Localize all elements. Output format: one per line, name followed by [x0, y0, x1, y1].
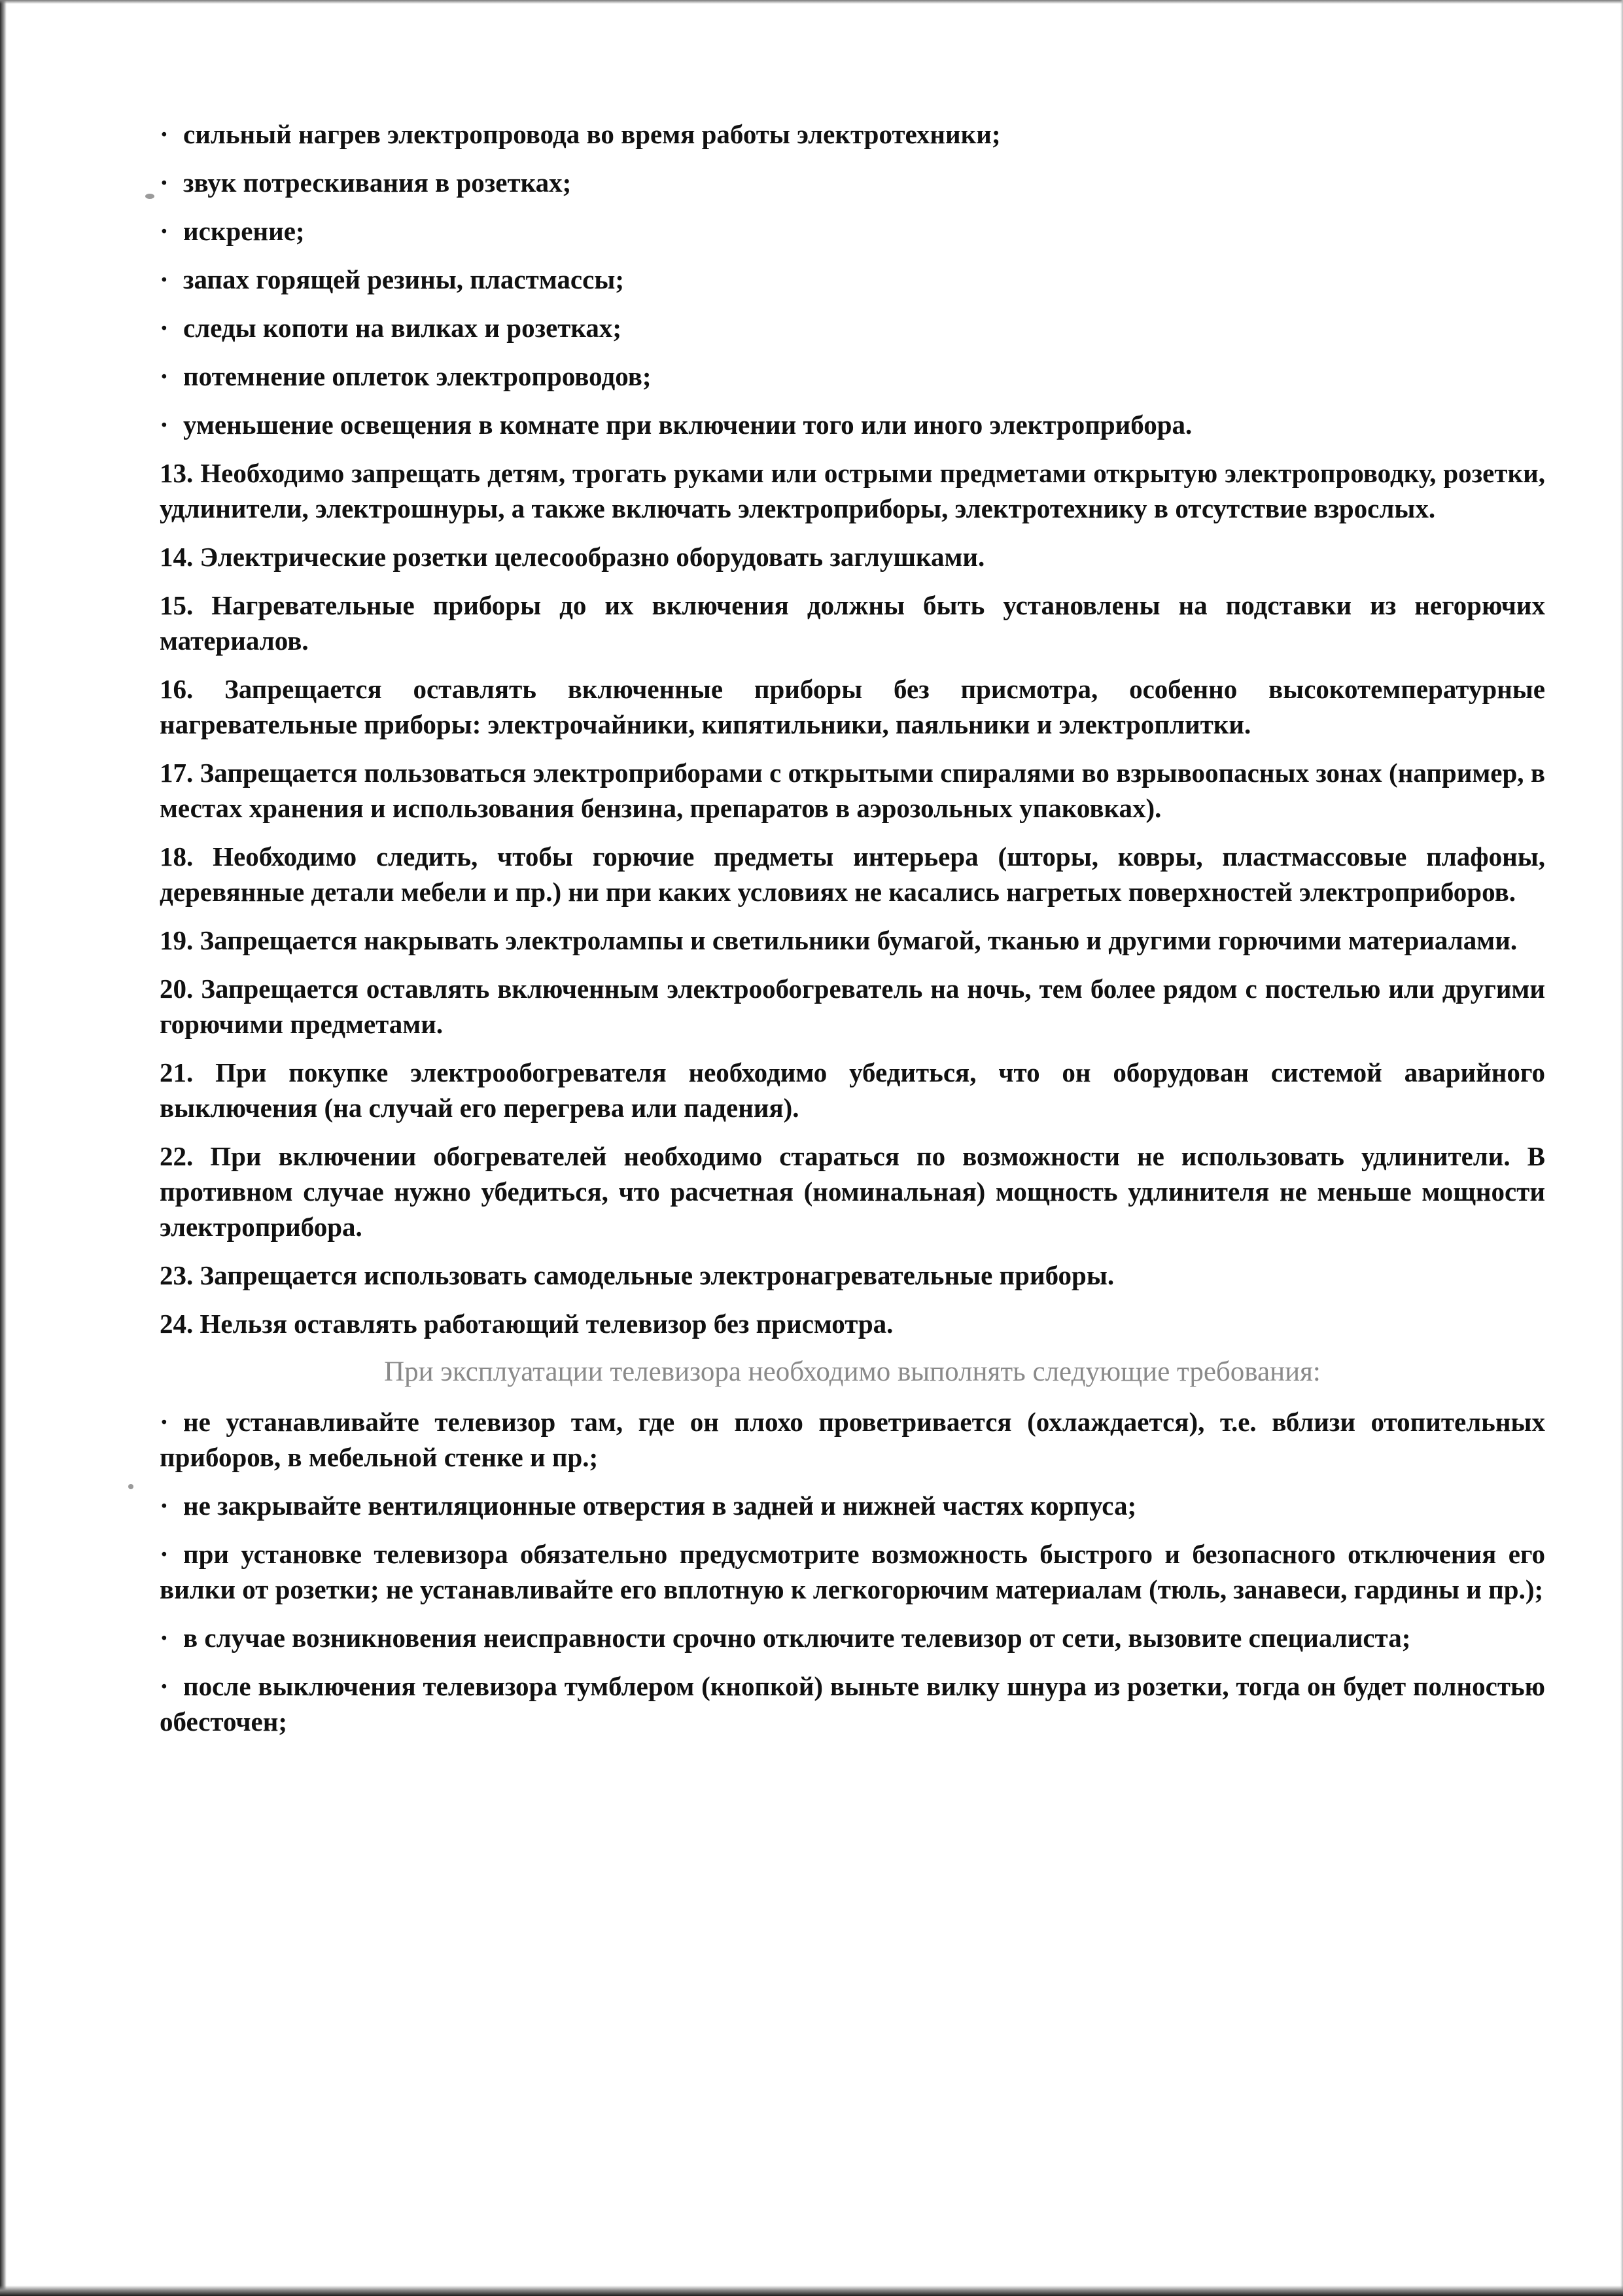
bullet-marker: · — [160, 1539, 169, 1569]
list-item — [160, 213, 1545, 249]
list-item-text: запах горящей резины, пластмассы; — [183, 264, 624, 294]
tv-section-heading: При эксплуатации телевизора необходимо выполнять следующие требования: — [384, 1356, 1321, 1387]
tv-requirements-list — [160, 1404, 1545, 1739]
scan-edge-bottom — [0, 2286, 1623, 2296]
bullet-marker: · — [160, 1671, 169, 1701]
list-item-text: сильный нагрев электропровода во время работы электротехники; — [183, 119, 1001, 149]
scan-speck — [145, 194, 154, 199]
list-item-text: не закрывайте вентиляционные отверстия в задней и нижней частях корпуса; — [183, 1491, 1137, 1521]
bullet-marker: · — [160, 1623, 169, 1653]
safety-rules — [160, 455, 1545, 1341]
warning-signs-list — [160, 116, 1545, 442]
scan-edge-right — [1620, 0, 1623, 2296]
list-item — [160, 310, 1545, 345]
document-body — [160, 116, 1545, 1752]
list-item — [160, 407, 1545, 442]
bullet-marker: · — [160, 216, 169, 246]
rule-18: 18. Необходимо следить, чтобы горючие предметы интерьера (шторы, ковры, пластмассовые плафоны, деревянные детали мебели и пр.) ни при каких условиях не касались нагретых поверхностей электроприборов. — [160, 841, 1545, 907]
rule-19: 19. Запрещается накрывать электролампы и светильники бумагой, тканью и другими горючими материалами. — [160, 925, 1518, 955]
rule-24: 24. Нельзя оставлять работающий телевизор без присмотра. — [160, 1309, 894, 1339]
list-item-text: искрение; — [183, 216, 305, 246]
list-item — [160, 116, 1545, 152]
rule-13: 13. Необходимо запрещать детям, трогать руками или острыми предметами открытую электропроводку, розетки, удлинители, электрошнуры, а также включать электроприборы, электротехнику в отсутствие взрослых. — [160, 458, 1545, 523]
list-item — [160, 1669, 1545, 1739]
bullet-marker: · — [160, 1491, 169, 1521]
list-item-text: потемнение оплеток электропроводов; — [183, 361, 652, 391]
list-item — [160, 1488, 1545, 1523]
scan-edge-top — [0, 0, 1623, 4]
rule-16: 16. Запрещается оставлять включенные приборы без присмотра, особенно высокотемпературные нагревательные приборы: электрочайники, кипятильники, паяльники и электроплитки. — [160, 674, 1545, 739]
bullet-marker: · — [160, 1407, 169, 1437]
list-item — [160, 1620, 1545, 1655]
list-item — [160, 359, 1545, 394]
scan-speck — [128, 1484, 133, 1489]
bullet-marker: · — [160, 264, 169, 294]
rule-21: 21. При покупке электрообогревателя необходимо убедиться, что он оборудован системой аварийного выключения (на случай его перегрева или падения). — [160, 1057, 1545, 1123]
list-item — [160, 1404, 1545, 1475]
bullet-marker: · — [160, 119, 169, 149]
rule-22: 22. При включении обогревателей необходимо стараться по возможности не использовать удлинители. В противном случае нужно убедиться, что расчетная (номинальная) мощность удлинителя не меньше мощности электроприбора. — [160, 1141, 1545, 1242]
list-item-text: уменьшение освещения в комнате при включении того или иного электроприбора. — [183, 410, 1193, 440]
bullet-marker: · — [160, 361, 169, 391]
list-item-text: при установке телевизора обязательно предусмотрите возможность быстрого и безопасного отключения его вилки от розетки; не устанавливайте его вплотную к легкогорючим материалам (тюль, занавеси, гардины и пр.); — [160, 1539, 1545, 1604]
scan-edge-left — [0, 0, 7, 2296]
rule-20: 20. Запрещается оставлять включенным электрообогреватель на ночь, тем более рядом с постелью или другими горючими предметами. — [160, 974, 1545, 1039]
list-item-text: после выключения телевизора тумблером (кнопкой) выньте вилку шнура из розетки, тогда он будет полностью обесточен; — [160, 1671, 1545, 1737]
list-item-text: следы копоти на вилках и розетках; — [183, 313, 622, 343]
rule-23: 23. Запрещается использовать самодельные электронагревательные приборы. — [160, 1260, 1115, 1290]
rule-17: 17. Запрещается пользоваться электроприборами с открытыми спиралями во взрывоопасных зонах (например, в местах хранения и использования бензина, препаратов в аэрозольных упаковках). — [160, 758, 1545, 823]
list-item — [160, 1536, 1545, 1607]
list-item-text: не устанавливайте телевизор там, где он плохо проветривается (охлаждается), т.е. вблизи отопительных приборов, в мебельной стенке и пр.; — [160, 1407, 1545, 1472]
list-item — [160, 165, 1545, 200]
list-item-text: в случае возникновения неисправности срочно отключите телевизор от сети, вызовите специалиста; — [183, 1623, 1411, 1653]
rule-15: 15. Нагревательные приборы до их включения должны быть установлены на подставки из негорючих материалов. — [160, 590, 1545, 656]
list-item-text: звук потрескивания в розетках; — [183, 168, 572, 198]
bullet-marker: · — [160, 313, 169, 343]
bullet-marker: · — [160, 410, 169, 440]
list-item — [160, 262, 1545, 297]
bullet-marker: · — [160, 168, 169, 198]
rule-14: 14. Электрические розетки целесообразно оборудовать заглушками. — [160, 542, 985, 572]
